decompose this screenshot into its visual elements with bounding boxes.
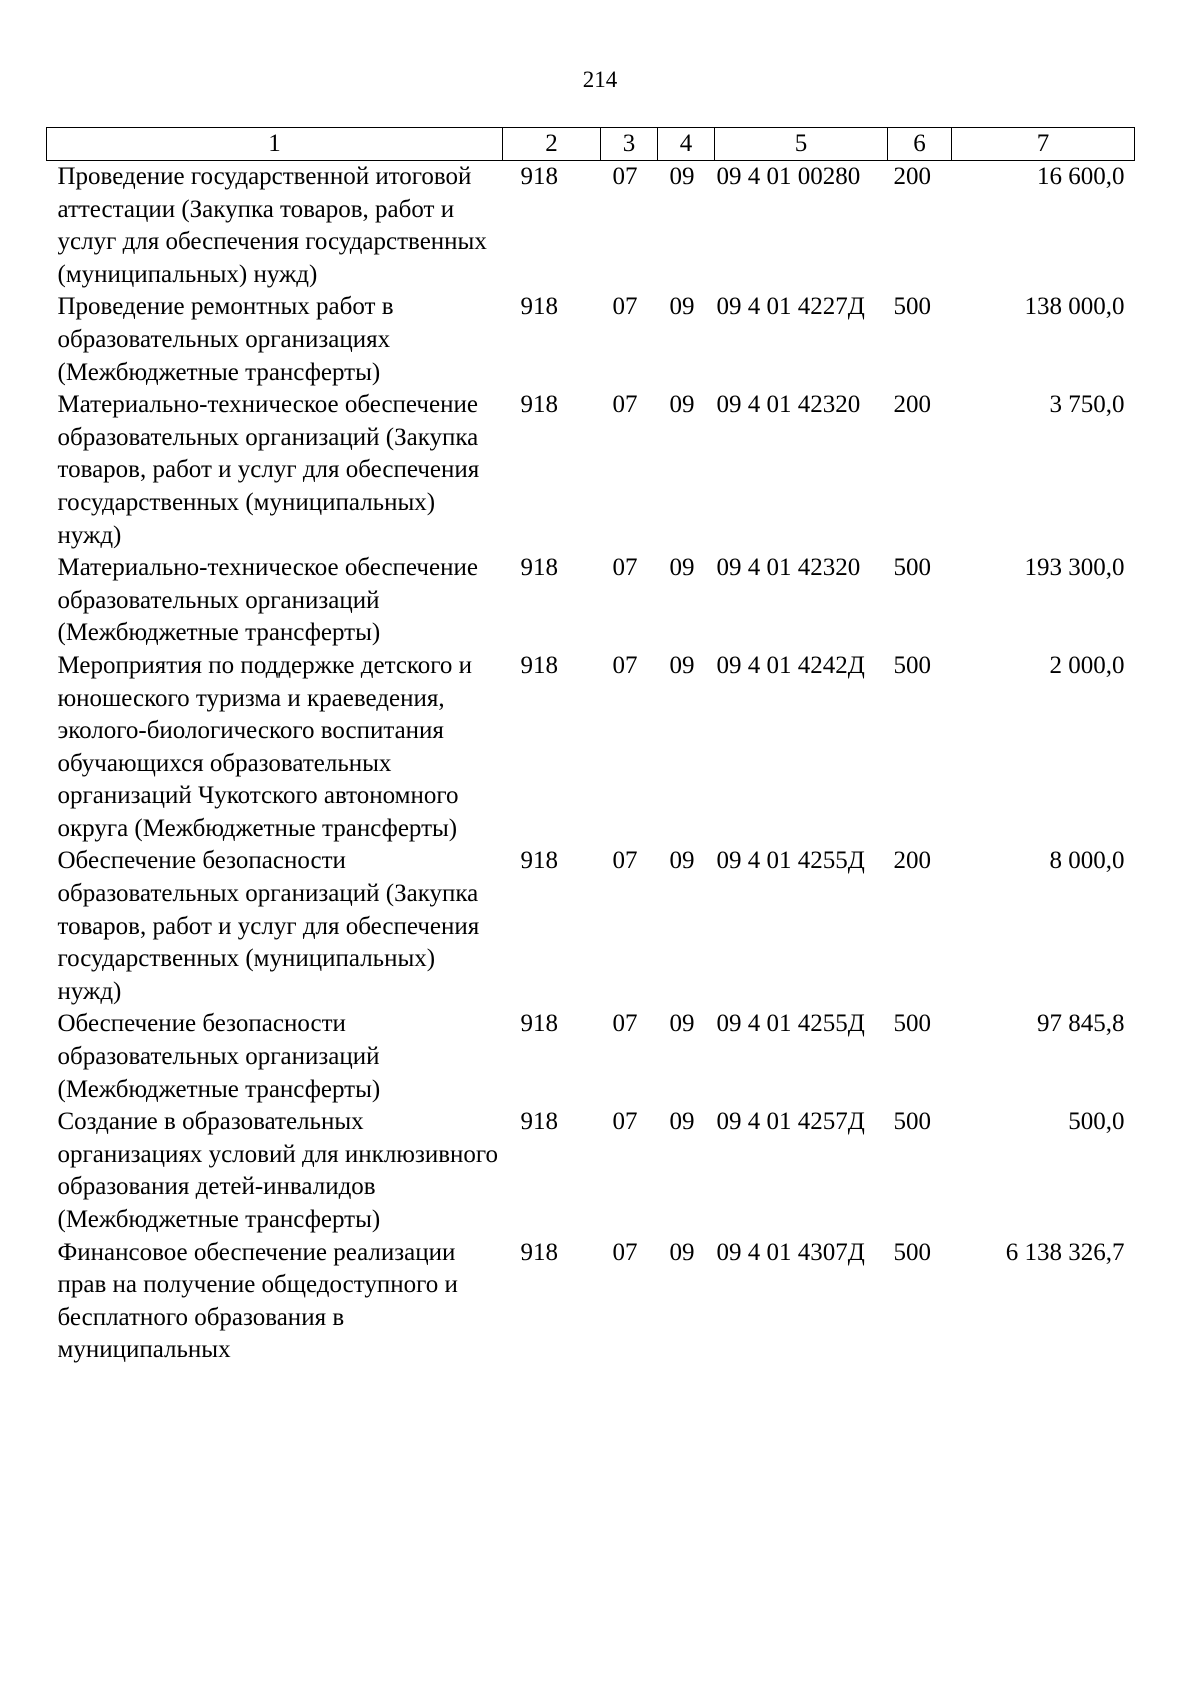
row-sum: 3 750,0 — [1049, 391, 1125, 419]
row-vr: 500 — [893, 293, 931, 321]
row-name: Обеспечение безопасности образовательных организаций (Межбюджетные трансферты) — [57, 1010, 381, 1103]
row-vr: 200 — [893, 391, 931, 419]
row-sum: 500,0 — [1068, 1108, 1125, 1136]
row-rz: 07 — [612, 554, 638, 582]
row-name: Материально-техническое обеспечение образовательных организаций (Межбюджетные трансферты) — [57, 554, 478, 647]
row-csr: 09 4 01 4255Д — [716, 847, 865, 875]
row-rz: 07 — [612, 1010, 638, 1038]
row-gr: 918 — [520, 847, 558, 875]
table-row — [47, 845, 1135, 1008]
header-col-5: 5 — [715, 128, 888, 161]
table-row — [47, 552, 1135, 650]
row-sum: 138 000,0 — [1024, 293, 1125, 321]
row-csr: 09 4 01 42320 — [716, 391, 861, 419]
row-csr: 09 4 01 4242Д — [716, 651, 865, 679]
header-col-1: 1 — [47, 128, 503, 161]
row-sum: 8 000,0 — [1049, 847, 1125, 875]
row-pr: 09 — [669, 163, 695, 190]
header-col-6: 6 — [888, 128, 952, 161]
row-sum: 2 000,0 — [1049, 651, 1125, 679]
header-row — [47, 128, 1135, 161]
row-gr: 918 — [520, 1108, 558, 1136]
table-row — [47, 650, 1135, 846]
row-rz: 07 — [612, 847, 638, 875]
row-pr: 09 — [669, 554, 695, 582]
row-rz: 07 — [612, 391, 638, 419]
table-row — [47, 1008, 1135, 1106]
row-rz: 07 — [612, 293, 638, 321]
row-gr: 918 — [520, 554, 558, 582]
row-csr: 09 4 01 4257Д — [716, 1108, 865, 1136]
row-gr: 918 — [520, 1238, 558, 1266]
row-pr: 09 — [669, 293, 695, 321]
row-name: Мероприятия по поддержке детского и юношеского туризма и краеведения, эколого-биологического воспитания обучающихся образовательных организаций Чукотского автономного округа (Межбюджетные трансферты) — [57, 651, 473, 842]
row-pr: 09 — [669, 391, 695, 419]
table-row — [47, 291, 1135, 389]
row-name: Материально-техническое обеспечение образовательных организаций (Закупка товаров, работ и услуг для обеспечения государственных (муниципальных) нужд) — [57, 391, 480, 549]
row-vr: 500 — [893, 1238, 931, 1266]
row-csr: 09 4 01 00280 — [716, 163, 861, 190]
table-row — [47, 1237, 1135, 1367]
table-row — [47, 161, 1135, 292]
row-sum: 6 138 326,7 — [1005, 1238, 1125, 1266]
row-pr: 09 — [669, 1238, 695, 1266]
row-gr: 918 — [520, 293, 558, 321]
row-sum: 16 600,0 — [1037, 163, 1125, 190]
row-pr: 09 — [669, 651, 695, 679]
row-name: Проведение ремонтных работ в образовательных организациях (Межбюджетные трансферты) — [57, 293, 394, 386]
row-pr: 09 — [669, 1108, 695, 1136]
header-col-3: 3 — [601, 128, 658, 161]
row-rz: 07 — [612, 1238, 638, 1266]
row-rz: 07 — [612, 651, 638, 679]
table-body — [47, 161, 1135, 1367]
row-vr: 500 — [893, 1108, 931, 1136]
row-gr: 918 — [520, 651, 558, 679]
row-pr: 09 — [669, 1010, 695, 1038]
page-number: 214 — [582, 67, 618, 92]
row-pr: 09 — [669, 847, 695, 875]
row-rz: 07 — [612, 163, 638, 190]
row-vr: 200 — [893, 163, 931, 190]
row-rz: 07 — [612, 1108, 638, 1136]
header-col-7: 7 — [952, 128, 1135, 161]
row-sum: 97 845,8 — [1037, 1010, 1125, 1038]
row-name: Финансовое обеспечение реализации прав на получение общедоступного и бесплатного образования в муниципальных — [57, 1238, 458, 1364]
budget-table — [46, 127, 1135, 1367]
row-vr: 200 — [893, 847, 931, 875]
table-row — [47, 389, 1135, 552]
row-name: Создание в образовательных организациях условий для инклюзивного образования детей-инвалидов (Межбюджетные трансферты) — [57, 1108, 499, 1233]
row-csr: 09 4 01 4307Д — [716, 1238, 865, 1266]
row-csr: 09 4 01 4227Д — [716, 293, 865, 321]
row-vr: 500 — [893, 554, 931, 582]
header-col-2: 2 — [503, 128, 601, 161]
row-gr: 918 — [520, 163, 558, 190]
row-name: Обеспечение безопасности образовательных организаций (Закупка товаров, работ и услуг для обеспечения государственных (муниципальных) нужд) — [57, 847, 480, 1005]
row-gr: 918 — [520, 1010, 558, 1038]
row-vr: 500 — [893, 651, 931, 679]
row-gr: 918 — [520, 391, 558, 419]
table-row — [47, 1106, 1135, 1236]
row-vr: 500 — [893, 1010, 931, 1038]
row-csr: 09 4 01 4255Д — [716, 1010, 865, 1038]
row-csr: 09 4 01 42320 — [716, 554, 861, 582]
row-name: Проведение государственной итоговой аттестации (Закупка товаров, работ и услуг для обеспечения государственных (муниципальных) нужд) — [57, 163, 487, 288]
table-header — [47, 128, 1135, 161]
row-sum: 193 300,0 — [1024, 554, 1125, 582]
header-col-4: 4 — [658, 128, 715, 161]
